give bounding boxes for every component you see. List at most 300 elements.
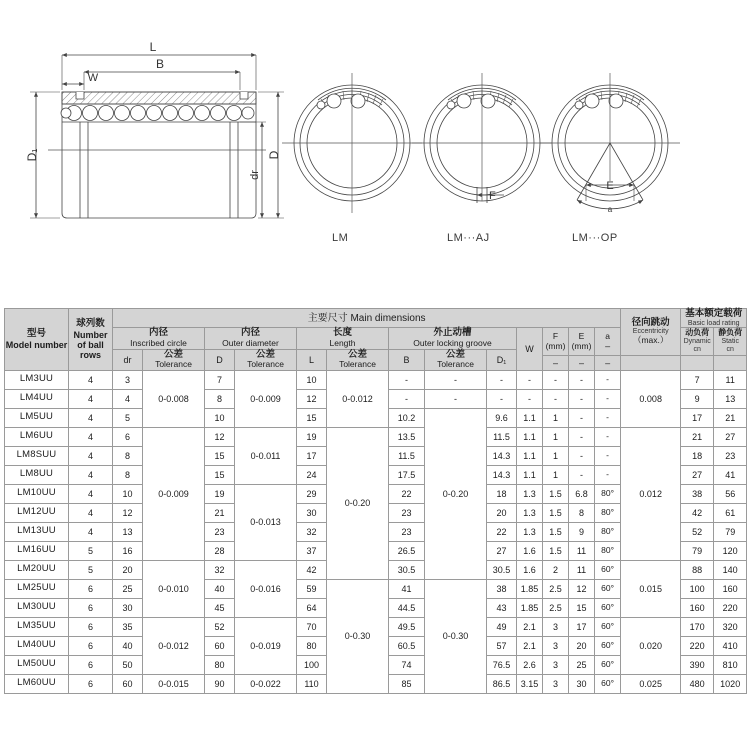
cell-dynamic-load: 7 [681,370,714,389]
header-ecc-max: （max.） [632,335,669,346]
cell-model: LM50UU [5,655,69,674]
cell-F: - [543,389,569,408]
cell-model: LM3UU [5,370,69,389]
header-ball-rows [69,309,113,371]
cell-dr: 20 [113,560,143,579]
cell-static-load: 1020 [714,674,747,693]
cell-L: 110 [297,674,327,693]
cell-L: 24 [297,465,327,484]
cell-D: 45 [205,598,235,617]
cell-ball-rows: 4 [69,503,113,522]
cell-L: 70 [297,617,327,636]
cell-dr-tolerance: 0-0.015 [143,674,205,693]
header-load-en: Basic load rating [687,319,740,327]
cell-L-tolerance: 0-0.012 [327,370,389,427]
cell-B: - [389,389,425,408]
header-model-en2: number [34,339,68,350]
cell-B-tolerance: 0-0.30 [425,579,487,693]
cell-dynamic-load: 220 [681,636,714,655]
cell-static-load: 41 [714,465,747,484]
dim-label-F: F [489,190,496,202]
cell-dynamic-load: 160 [681,598,714,617]
cell-W: 2.6 [517,655,543,674]
cell-ball-rows: 6 [69,598,113,617]
cell-D1: 86.5 [487,674,517,693]
header-F-letter: F [552,331,559,342]
cell-W: 2.1 [517,636,543,655]
cell-dr: 3 [113,370,143,389]
header-load-cn: 基本额定载荷 [685,308,743,319]
cell-B: 60.5 [389,636,425,655]
cell-dr-tolerance: 0-0.008 [143,370,205,427]
cell-D: 7 [205,370,235,389]
cell-D: 90 [205,674,235,693]
cell-ball-rows: 6 [69,617,113,636]
cell-a: 80° [595,484,621,503]
cell-D1: 57 [487,636,517,655]
cell-D1: 27 [487,541,517,560]
view-caption-lm: LM [332,232,349,244]
cell-W: 1.1 [517,427,543,446]
cell-model: LM25UU [5,579,69,598]
cell-W: 2.1 [517,617,543,636]
cell-eccentricity: 0.008 [621,370,681,427]
header-L-tol-en: Tolerance [339,359,376,370]
cell-B: 23 [389,503,425,522]
cell-B: 44.5 [389,598,425,617]
dim-label-D: D [267,150,281,160]
header-B: B [389,349,425,370]
cell-F: 1.5 [543,541,569,560]
cell-dr: 12 [113,503,143,522]
cell-B: - [389,370,425,389]
cell-dr: 8 [113,465,143,484]
cell-a: - [595,446,621,465]
cell-dynamic-load: 100 [681,579,714,598]
header-groove-cn: 外止动槽 [433,327,472,339]
technical-drawing [0,0,680,300]
cell-model: LM60UU [5,674,69,693]
table-row [5,427,747,446]
cell-D1: 11.5 [487,427,517,446]
cell-dynamic-load: 38 [681,484,714,503]
cell-D: 32 [205,560,235,579]
cell-F: 3 [543,655,569,674]
cell-ball-rows: 4 [69,465,113,484]
cell-ball-rows: 6 [69,655,113,674]
cell-E: 17 [569,617,595,636]
cell-F: 1 [543,446,569,465]
header-dr-tolerance [143,349,205,370]
header-ecc-cn: 径向跳动 [631,316,670,328]
header-F-unit: (mm) [545,340,566,351]
cell-static-load: 56 [714,484,747,503]
header-length-cn: 长度 [332,327,352,339]
cell-E: - [569,465,595,484]
cell-W: 1.6 [517,541,543,560]
cell-B: 26.5 [389,541,425,560]
cell-B: 41 [389,579,425,598]
cell-F: 1.5 [543,503,569,522]
cell-model: LM35UU [5,617,69,636]
cell-static-load: 23 [714,446,747,465]
header-E [569,328,595,355]
header-B-tol-cn: 公差 [445,348,465,360]
cell-E: 20 [569,636,595,655]
cell-D-tolerance: 0-0.009 [235,370,297,427]
cell-D1: 22 [487,522,517,541]
header-a [595,328,621,355]
header-static-load [714,328,747,355]
cell-B-tolerance: - [425,370,487,389]
header-dynamic-load [681,328,714,355]
header-E-unit: (mm) [571,340,592,351]
header-E-dash: – [569,355,595,370]
cell-W: 1.6 [517,560,543,579]
cell-F: 2.5 [543,579,569,598]
cell-D: 19 [205,484,235,503]
dim-label-dr: dr [249,170,261,180]
cell-static-load: 61 [714,503,747,522]
cell-W: 1.3 [517,503,543,522]
cell-dr: 10 [113,484,143,503]
cell-model: LM8SUU [5,446,69,465]
cell-static-load: 220 [714,598,747,617]
dim-label-L: L [149,40,157,54]
cell-D: 8 [205,389,235,408]
header-B-tol-en: Tolerance [437,359,474,370]
cell-static-load: 21 [714,408,747,427]
cell-F: 2.5 [543,598,569,617]
cell-F: 1 [543,465,569,484]
cell-E: 25 [569,655,595,674]
header-ecc-en: Eccentricity [632,328,669,336]
cell-B: 49.5 [389,617,425,636]
cell-model: LM10UU [5,484,69,503]
cell-dynamic-load: 79 [681,541,714,560]
header-length [297,328,389,349]
cell-a: 80° [595,522,621,541]
table-row [5,370,747,389]
cell-dr: 13 [113,522,143,541]
dim-label-D1: D₁ [25,148,39,162]
cell-L: 100 [297,655,327,674]
cell-B: 13.5 [389,427,425,446]
cell-E: - [569,370,595,389]
cell-a: 60° [595,655,621,674]
cell-D-tolerance: 0-0.019 [235,617,297,674]
header-main-dimensions: 主要尺寸 Main dimensions [113,309,621,328]
header-basic-load-rating [681,309,747,328]
cell-dr: 16 [113,541,143,560]
specification-table [4,308,747,694]
cell-B: 10.2 [389,408,425,427]
cell-static-load: 810 [714,655,747,674]
header-dr-tol-en: Tolerance [155,359,192,370]
header-sta-cn: 静负荷 [718,328,743,338]
cell-a: - [595,389,621,408]
cell-model: LM30UU [5,598,69,617]
header-dyn-spacer [681,355,714,370]
cell-F: 3 [543,617,569,636]
cell-ball-rows: 4 [69,389,113,408]
cell-E: 11 [569,541,595,560]
cell-E: 8 [569,503,595,522]
header-dr: dr [113,349,143,370]
cell-W: 3.15 [517,674,543,693]
drawing-svg [0,0,680,300]
header-inscribed-circle [113,328,205,349]
cell-W: 1.3 [517,522,543,541]
specification-table-wrapper [4,308,743,694]
header-D1: D₁ [487,349,517,370]
cell-E: - [569,427,595,446]
cell-D: 23 [205,522,235,541]
cell-B: 22 [389,484,425,503]
cell-D1: 49 [487,617,517,636]
cell-F: 1 [543,408,569,427]
cell-B: 30.5 [389,560,425,579]
cell-F: 3 [543,674,569,693]
header-F-dash: – [543,355,569,370]
cell-D1: 20 [487,503,517,522]
header-rows-en3: rows [79,349,101,360]
cell-a: 60° [595,579,621,598]
cell-E: - [569,446,595,465]
cell-dynamic-load: 480 [681,674,714,693]
header-ecc-spacer [621,355,681,370]
cell-a: 80° [595,503,621,522]
cell-model: LM12UU [5,503,69,522]
cell-static-load: 120 [714,541,747,560]
cell-W: - [517,370,543,389]
cell-W: 1.1 [517,408,543,427]
cell-dr-tolerance: 0-0.009 [143,427,205,560]
cell-L: 12 [297,389,327,408]
cell-E: 6.8 [569,484,595,503]
cell-D: 21 [205,503,235,522]
header-eccentricity [621,309,681,356]
cell-a: - [595,408,621,427]
cell-L: 30 [297,503,327,522]
cell-D: 15 [205,446,235,465]
cell-model: LM5UU [5,408,69,427]
cell-dr-tolerance: 0-0.012 [143,617,205,674]
header-rows-en1: Number [73,329,108,340]
header-groove-en: Outer locking groove [413,338,492,349]
cell-L: 17 [297,446,327,465]
header-model-number [5,309,69,371]
cell-model: LM20UU [5,560,69,579]
header-rows-cn: 球列数 [76,317,105,329]
cell-ball-rows: 6 [69,579,113,598]
cell-L: 59 [297,579,327,598]
cell-model: LM4UU [5,389,69,408]
view-caption-lm-aj: LM···AJ [447,232,490,244]
cell-dynamic-load: 21 [681,427,714,446]
cell-ball-rows: 5 [69,541,113,560]
header-a-dash: – [605,341,611,352]
cell-D: 15 [205,465,235,484]
cell-D1: 14.3 [487,446,517,465]
cell-static-load: 11 [714,370,747,389]
cell-dynamic-load: 18 [681,446,714,465]
header-D-tol-en: Tolerance [247,359,284,370]
cell-ball-rows: 4 [69,446,113,465]
cell-ball-rows: 4 [69,408,113,427]
cell-static-load: 13 [714,389,747,408]
cell-L: 29 [297,484,327,503]
cell-dr: 60 [113,674,143,693]
cell-a: - [595,465,621,484]
cell-dynamic-load: 170 [681,617,714,636]
cell-eccentricity: 0.020 [621,617,681,674]
cell-static-load: 27 [714,427,747,446]
cell-dr: 30 [113,598,143,617]
cell-E: 15 [569,598,595,617]
cell-W: 1.85 [517,598,543,617]
cell-F: 1 [543,427,569,446]
cell-D: 60 [205,636,235,655]
header-outer-locking-groove [389,328,517,349]
cell-B: 85 [389,674,425,693]
header-D-tolerance [235,349,297,370]
cell-a: - [595,370,621,389]
cell-E: - [569,389,595,408]
table-header [5,309,747,371]
cell-dynamic-load: 88 [681,560,714,579]
cell-L-tolerance: 0-0.20 [327,427,389,579]
header-inscribed-en: Inscribed circle [130,338,187,349]
header-dyn-unit: cn [693,346,701,354]
cell-a: - [595,427,621,446]
cell-a: 60° [595,674,621,693]
header-outer-cn: 内径 [240,327,260,339]
cell-E: 12 [569,579,595,598]
header-dyn-en: Dynamic [683,338,711,346]
cell-ball-rows: 6 [69,636,113,655]
header-F [543,328,569,355]
header-a-dash2: – [595,355,621,370]
cell-B: 74 [389,655,425,674]
cell-static-load: 320 [714,617,747,636]
dim-label-E: E [606,180,614,192]
cell-dr: 8 [113,446,143,465]
header-sta-spacer [714,355,747,370]
dim-label-a: a [607,205,613,214]
cell-B: 23 [389,522,425,541]
cell-dr: 4 [113,389,143,408]
cell-W: - [517,389,543,408]
cell-E: 11 [569,560,595,579]
cell-ball-rows: 4 [69,427,113,446]
header-B-tolerance [425,349,487,370]
header-E-letter: E [578,331,585,342]
cell-a: 60° [595,598,621,617]
header-D-tol-cn: 公差 [255,348,275,360]
cell-E: 30 [569,674,595,693]
header-a-letter: a [605,330,610,341]
cell-L: 80 [297,636,327,655]
cell-dynamic-load: 42 [681,503,714,522]
cell-D: 10 [205,408,235,427]
cell-D1: 30.5 [487,560,517,579]
cell-L: 15 [297,408,327,427]
cell-static-load: 79 [714,522,747,541]
cell-D1: 9.6 [487,408,517,427]
cell-F: 2 [543,560,569,579]
header-inscribed-cn: 内径 [148,327,168,339]
cell-L-tolerance: 0-0.30 [327,579,389,693]
cell-model: LM8UU [5,465,69,484]
cell-W: 1.85 [517,579,543,598]
cell-a: 60° [595,636,621,655]
cell-L: 19 [297,427,327,446]
cell-D-tolerance: 0-0.013 [235,484,297,560]
cell-L: 42 [297,560,327,579]
cell-E: 9 [569,522,595,541]
cell-dynamic-load: 390 [681,655,714,674]
cell-D1: - [487,389,517,408]
cell-eccentricity: 0.015 [621,560,681,617]
cell-static-load: 410 [714,636,747,655]
cell-W: 1.1 [517,446,543,465]
header-sta-en: Static [721,338,739,346]
cell-D1: 14.3 [487,465,517,484]
cell-D: 28 [205,541,235,560]
cell-D1: - [487,370,517,389]
cell-F: 1.5 [543,522,569,541]
cell-F: 1.5 [543,484,569,503]
cell-D1: 76.5 [487,655,517,674]
dim-label-B: B [155,57,165,71]
cell-dr: 35 [113,617,143,636]
header-outer-en: Outer diameter [222,338,279,349]
cell-W: 1.3 [517,484,543,503]
cell-F: - [543,370,569,389]
cell-ball-rows: 4 [69,522,113,541]
cell-dynamic-load: 17 [681,408,714,427]
header-D: D [205,349,235,370]
cell-eccentricity: 0.012 [621,427,681,560]
cell-dr: 6 [113,427,143,446]
cell-D1: 43 [487,598,517,617]
table-body [5,370,747,693]
header-model-cn: 型号 [26,328,46,340]
cell-L: 37 [297,541,327,560]
header-L: L [297,349,327,370]
cell-dr: 25 [113,579,143,598]
cell-B-tolerance: 0-0.20 [425,408,487,579]
cell-D: 80 [205,655,235,674]
cell-D: 52 [205,617,235,636]
cell-dynamic-load: 27 [681,465,714,484]
cell-L: 10 [297,370,327,389]
cell-L: 64 [297,598,327,617]
cell-model: LM16UU [5,541,69,560]
cell-D-tolerance: 0-0.016 [235,560,297,617]
cell-D-tolerance: 0-0.011 [235,427,297,484]
header-rows-en2: of ball [77,339,104,350]
cell-ball-rows: 6 [69,674,113,693]
cell-dr: 50 [113,655,143,674]
header-model-en1: Model [5,339,32,350]
cell-D-tolerance: 0-0.022 [235,674,297,693]
cell-dr-tolerance: 0-0.010 [143,560,205,617]
cell-ball-rows: 4 [69,484,113,503]
cell-D1: 38 [487,579,517,598]
cell-a: 80° [595,541,621,560]
